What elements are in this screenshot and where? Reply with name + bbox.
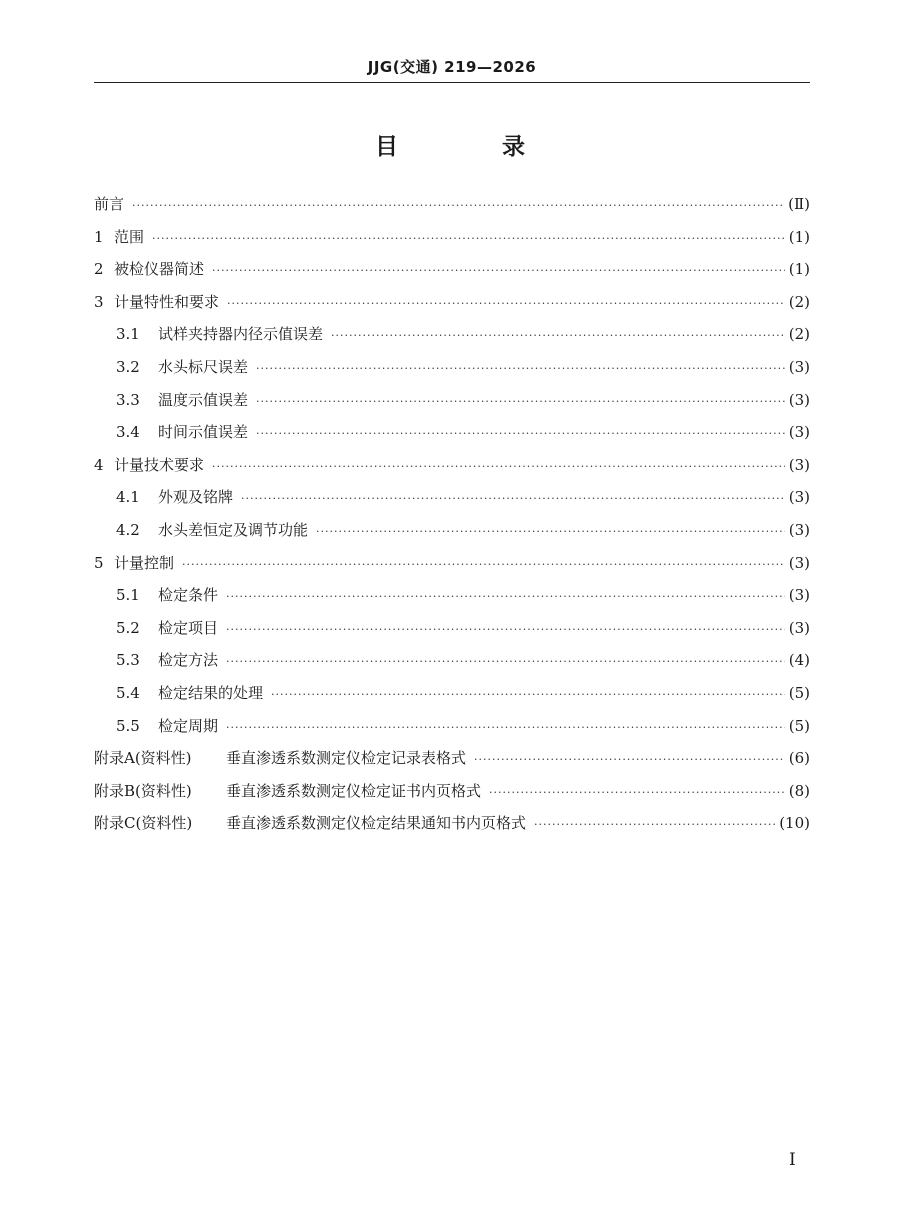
toc-entry-page: (10): [779, 814, 810, 833]
toc-dot-leader: [256, 427, 785, 440]
toc-entry[interactable]: [94, 323, 810, 356]
toc-entry-number: 5.4: [116, 683, 140, 702]
toc-entry-label: 计量特性和要求: [114, 292, 220, 311]
toc-entry-number: 5.5: [116, 716, 140, 735]
toc-entry-label: 范围: [114, 227, 145, 246]
toc-entry[interactable]: [94, 389, 810, 422]
toc-dot-leader: [256, 395, 785, 408]
toc-entry-label: 检定方法: [158, 651, 219, 670]
toc-entry-label: 水头标尺误差: [158, 357, 249, 376]
document-header: JJG(交通) 219—2026: [367, 58, 537, 76]
toc-entry[interactable]: [94, 649, 810, 682]
toc-entry-number: 附录A(资料性): [94, 749, 192, 768]
toc-dot-leader: [182, 558, 785, 571]
toc-entry-page: (6): [788, 749, 810, 768]
toc-entry-page: (2): [788, 292, 810, 311]
toc-dot-leader: [226, 655, 785, 668]
toc-entry[interactable]: [94, 291, 810, 324]
toc-entry-page: (Ⅱ): [788, 195, 810, 213]
toc-entry-label: 垂直渗透系数测定仪检定结果通知书内页格式: [226, 814, 527, 833]
toc-entry[interactable]: [94, 486, 810, 519]
toc-entry-label: 温度示值误差: [158, 390, 249, 409]
toc-entry-number: 3.4: [116, 423, 140, 442]
toc-entry[interactable]: [94, 747, 810, 780]
header-divider: [94, 82, 810, 83]
toc-dot-leader: [241, 492, 785, 505]
toc-entry[interactable]: [94, 454, 810, 487]
toc-entry-number: 3.2: [116, 357, 140, 376]
toc-dot-leader: [227, 297, 785, 310]
table-of-contents: [94, 193, 810, 845]
toc-entry[interactable]: [94, 421, 810, 454]
page-number: Ⅰ: [789, 1150, 796, 1170]
toc-dot-leader: [331, 329, 785, 342]
toc-entry-label: 试样夹持器内径示值误差: [158, 325, 324, 344]
toc-entry-page: (3): [788, 520, 810, 539]
toc-entry-number: 4.1: [116, 488, 140, 507]
toc-entry-number: 5.1: [116, 586, 140, 605]
toc-entry-page: (3): [788, 390, 810, 409]
toc-dot-leader: [474, 753, 785, 766]
toc-entry-page: (8): [788, 781, 810, 800]
toc-entry-label: 时间示值误差: [158, 423, 249, 442]
toc-entry-number: 2: [94, 260, 104, 279]
toc-entry-label: 被检仪器简述: [114, 260, 205, 279]
toc-dot-leader: [152, 232, 785, 245]
toc-entry-page: (2): [788, 325, 810, 344]
toc-entry[interactable]: [94, 552, 810, 585]
toc-entry-number: 4: [94, 455, 104, 474]
toc-entry-page: (5): [788, 683, 810, 702]
toc-entry-label: 检定周期: [158, 716, 219, 735]
toc-entry-label: 检定条件: [158, 586, 219, 605]
toc-entry-label: 检定结果的处理: [158, 683, 264, 702]
page-title: 目 录: [374, 134, 573, 160]
toc-entry[interactable]: [94, 617, 810, 650]
toc-entry[interactable]: [94, 682, 810, 715]
toc-entry[interactable]: [94, 715, 810, 748]
toc-entry-page: (4): [788, 651, 810, 670]
toc-entry[interactable]: [94, 356, 810, 389]
toc-entry-number: 1: [94, 227, 104, 246]
toc-entry-number: 3.1: [116, 325, 140, 344]
toc-entry[interactable]: [94, 780, 810, 813]
toc-entry-page: (3): [788, 455, 810, 474]
toc-entry-number: 4.2: [116, 520, 140, 539]
toc-entry-number: 5: [94, 553, 104, 572]
toc-entry-page: (3): [788, 357, 810, 376]
toc-entry-number: 附录C(资料性): [94, 814, 193, 833]
toc-dot-leader: [212, 264, 785, 277]
toc-entry-page: (1): [788, 260, 810, 279]
toc-entry[interactable]: [94, 226, 810, 259]
toc-entry-label: 外观及铭牌: [158, 488, 234, 507]
toc-entry-label: 垂直渗透系数测定仪检定证书内页格式: [226, 781, 482, 800]
toc-dot-leader: [212, 460, 785, 473]
toc-entry-number: 附录B(资料性): [94, 781, 192, 800]
toc-entry-label: 前言: [94, 195, 125, 213]
toc-entry-label: 垂直渗透系数测定仪检定记录表格式: [226, 749, 467, 768]
toc-entry-label: 水头差恒定及调节功能: [158, 520, 309, 539]
toc-entry[interactable]: [94, 258, 810, 291]
toc-dot-leader: [226, 590, 785, 603]
toc-dot-leader: [226, 623, 785, 636]
toc-entry-page: (1): [788, 227, 810, 246]
toc-dot-leader: [534, 818, 775, 831]
toc-entry-number: 5.2: [116, 618, 140, 637]
toc-entry-page: (3): [788, 618, 810, 637]
toc-dot-leader: [132, 199, 784, 212]
toc-entry-page: (3): [788, 488, 810, 507]
toc-dot-leader: [256, 362, 785, 375]
toc-entry-page: (3): [788, 553, 810, 572]
toc-entry-page: (3): [788, 586, 810, 605]
toc-entry-page: (5): [788, 716, 810, 735]
toc-dot-leader: [489, 786, 785, 799]
toc-entry-page: (3): [788, 423, 810, 442]
toc-entry-number: 3: [94, 292, 104, 311]
toc-entry-number: 3.3: [116, 390, 140, 409]
toc-entry-label: 计量控制: [114, 553, 175, 572]
toc-entry[interactable]: [94, 812, 810, 845]
toc-dot-leader: [271, 688, 785, 701]
toc-dot-leader: [226, 721, 785, 734]
toc-entry-label: 计量技术要求: [114, 455, 205, 474]
toc-dot-leader: [316, 525, 785, 538]
toc-entry-label: 检定项目: [158, 618, 219, 637]
toc-entry[interactable]: [94, 519, 810, 552]
toc-entry[interactable]: [94, 584, 810, 617]
toc-entry[interactable]: [94, 193, 810, 226]
toc-entry-number: 5.3: [116, 651, 140, 670]
